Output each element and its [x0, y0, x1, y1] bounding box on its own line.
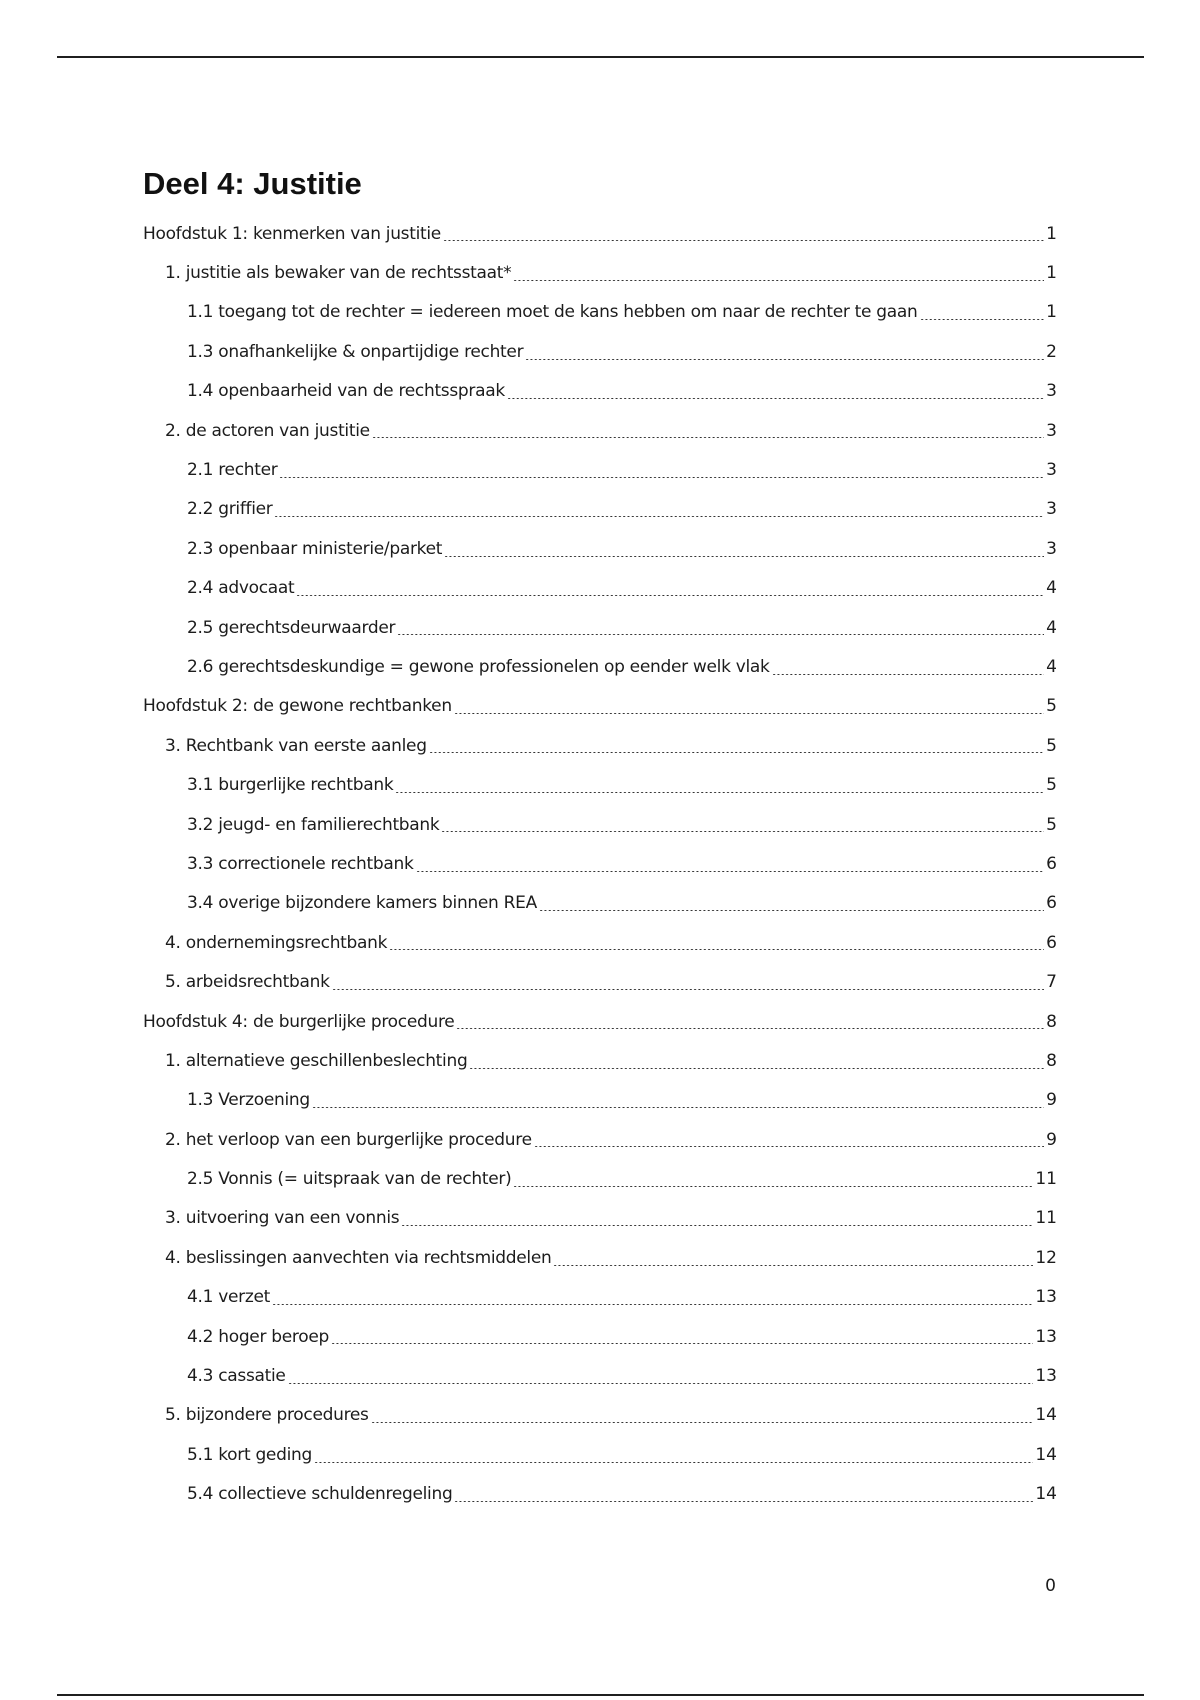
toc-entry-title: 1. alternatieve geschillenbeslechting — [165, 1050, 468, 1071]
toc-entry-page: 1 — [1046, 223, 1057, 244]
page-number: 0 — [1045, 1576, 1056, 1596]
toc-dot-leader — [314, 1462, 1033, 1463]
toc-entry-page: 3 — [1046, 499, 1057, 520]
toc-entry[interactable] — [143, 962, 1057, 1001]
toc-entry-title: 4.2 hoger beroep — [187, 1326, 329, 1347]
toc-entry[interactable] — [143, 687, 1057, 726]
toc-dot-leader — [539, 910, 1044, 911]
toc-entry[interactable] — [143, 1120, 1057, 1159]
toc-dot-leader — [429, 752, 1044, 753]
toc-entry-title: 2.2 griffier — [187, 499, 273, 520]
toc-entry-page: 3 — [1046, 420, 1057, 441]
toc-entry-page: 14 — [1035, 1484, 1057, 1505]
toc-entry-title: 4.1 verzet — [187, 1287, 270, 1308]
toc-entry-page: 13 — [1035, 1287, 1057, 1308]
toc-dot-leader — [553, 1265, 1033, 1266]
toc-entry[interactable] — [143, 214, 1057, 253]
toc-entry[interactable] — [143, 372, 1057, 411]
toc-entry-title: 1.3 Verzoening — [187, 1090, 310, 1111]
toc-entry[interactable] — [143, 450, 1057, 489]
toc-entry[interactable] — [143, 726, 1057, 765]
toc-entry[interactable] — [143, 1041, 1057, 1080]
toc-entry[interactable] — [143, 490, 1057, 529]
toc-entry-title: 1.3 onafhankelijke & onpartijdige rechter — [187, 341, 524, 362]
toc-dot-leader — [443, 240, 1044, 241]
toc-dot-leader — [534, 1146, 1044, 1147]
toc-entry-page: 6 — [1046, 893, 1057, 914]
toc-entry-page: 8 — [1046, 1050, 1057, 1071]
toc-entry-page: 2 — [1046, 341, 1057, 362]
toc-dot-leader — [441, 831, 1044, 832]
header-rule — [57, 56, 1144, 58]
toc-entry-title: 4.3 cassatie — [187, 1366, 286, 1387]
toc-entry-page: 9 — [1046, 1129, 1057, 1150]
toc-dot-leader — [372, 437, 1044, 438]
toc-dot-leader — [507, 398, 1044, 399]
toc-entry-title: 2.3 openbaar ministerie/parket — [187, 538, 443, 559]
toc-dot-leader — [274, 516, 1044, 517]
toc-dot-leader — [331, 1343, 1033, 1344]
toc-entry-title: 4. beslissingen aanvechten via rechtsmiddelen — [165, 1247, 552, 1268]
toc-entry[interactable] — [143, 844, 1057, 883]
toc-dot-leader — [416, 871, 1045, 872]
toc-entry-page: 6 — [1046, 853, 1057, 874]
toc-entry-page: 14 — [1035, 1444, 1057, 1465]
toc-entry-page: 12 — [1035, 1247, 1057, 1268]
toc-dot-leader — [456, 1028, 1044, 1029]
toc-entry-page: 9 — [1046, 1090, 1057, 1111]
toc-entry-title: 1. justitie als bewaker van de rechtsstaat* — [165, 263, 512, 284]
toc-entry-page: 3 — [1046, 460, 1057, 481]
toc-entry-title: 3. uitvoering van een vonnis — [165, 1208, 400, 1229]
toc-entry[interactable] — [143, 805, 1057, 844]
toc-entry-page: 11 — [1035, 1208, 1057, 1229]
toc-entry-title: 3.2 jeugd- en familierechtbank — [187, 814, 440, 835]
toc-entry[interactable] — [143, 1317, 1057, 1356]
toc-dot-leader — [395, 792, 1044, 793]
toc-entry[interactable] — [143, 411, 1057, 450]
toc-entry-page: 3 — [1046, 538, 1057, 559]
toc-entry[interactable] — [143, 569, 1057, 608]
toc-entry-title: 4. ondernemingsrechtbank — [165, 932, 388, 953]
toc-entry[interactable] — [143, 529, 1057, 568]
toc-entry[interactable] — [143, 1159, 1057, 1198]
toc-entry-page: 7 — [1046, 972, 1057, 993]
toc-entry-title: 3.3 correctionele rechtbank — [187, 853, 414, 874]
toc-entry-title: 3. Rechtbank van eerste aanleg — [165, 735, 427, 756]
toc-entry[interactable] — [143, 1238, 1057, 1277]
toc-entry-page: 1 — [1046, 263, 1057, 284]
toc-entry[interactable] — [143, 765, 1057, 804]
toc-entry[interactable] — [143, 647, 1057, 686]
toc-dot-leader — [272, 1304, 1033, 1305]
toc-dot-leader — [454, 713, 1044, 714]
toc-entry-title: 2.6 gerechtsdeskundige = gewone professionelen op eender welk vlak — [187, 656, 770, 677]
toc-entry-title: 5.4 collectieve schuldenregeling — [187, 1484, 453, 1505]
toc-dot-leader — [389, 949, 1044, 950]
toc-entry-title: 2. het verloop van een burgerlijke procedure — [165, 1129, 532, 1150]
toc-entry-page: 4 — [1046, 617, 1057, 638]
toc-dot-leader — [444, 556, 1044, 557]
toc-entry-page: 4 — [1046, 578, 1057, 599]
page-title: Deel 4: Justitie — [143, 166, 362, 201]
toc-dot-leader — [288, 1383, 1034, 1384]
toc-entry-title: 2. de actoren van justitie — [165, 420, 370, 441]
toc-entry-page: 4 — [1046, 656, 1057, 677]
toc-dot-leader — [296, 595, 1044, 596]
toc-entry[interactable] — [143, 1435, 1057, 1474]
toc-entry-page: 5 — [1046, 696, 1057, 717]
toc-dot-leader — [772, 674, 1045, 675]
toc-entry-title: 5.1 kort geding — [187, 1444, 312, 1465]
toc-entry[interactable] — [143, 1475, 1057, 1514]
toc-dot-leader — [469, 1068, 1044, 1069]
toc-entry-page: 5 — [1046, 735, 1057, 756]
toc-entry-title: 5. bijzondere procedures — [165, 1405, 369, 1426]
footer-rule — [57, 1694, 1144, 1696]
toc-dot-leader — [332, 989, 1045, 990]
toc-entry-title: 1.4 openbaarheid van de rechtsspraak — [187, 381, 505, 402]
toc-entry-page: 1 — [1046, 302, 1057, 323]
table-of-contents — [143, 214, 1057, 1514]
toc-entry-title: Hoofdstuk 2: de gewone rechtbanken — [143, 696, 452, 717]
toc-entry-title: Hoofdstuk 1: kenmerken van justitie — [143, 223, 441, 244]
toc-entry[interactable] — [143, 923, 1057, 962]
toc-dot-leader — [279, 477, 1044, 478]
toc-dot-leader — [401, 1225, 1033, 1226]
toc-entry-title: 3.1 burgerlijke rechtbank — [187, 775, 394, 796]
toc-entry[interactable] — [143, 332, 1057, 371]
toc-entry-page: 8 — [1046, 1011, 1057, 1032]
toc-dot-leader — [454, 1501, 1033, 1502]
toc-entry-title: Hoofdstuk 4: de burgerlijke procedure — [143, 1011, 455, 1032]
toc-entry[interactable] — [143, 884, 1057, 923]
toc-entry[interactable] — [143, 1356, 1057, 1395]
toc-entry[interactable] — [143, 1199, 1057, 1238]
toc-entry-title: 3.4 overige bijzondere kamers binnen REA — [187, 893, 537, 914]
toc-entry-page: 5 — [1046, 814, 1057, 835]
toc-entry-title: 2.5 Vonnis (= uitspraak van de rechter) — [187, 1169, 512, 1190]
toc-entry-title: 5. arbeidsrechtbank — [165, 972, 330, 993]
toc-dot-leader — [371, 1422, 1034, 1423]
toc-dot-leader — [513, 1186, 1033, 1187]
toc-entry-title: 2.1 rechter — [187, 460, 278, 481]
toc-entry[interactable] — [143, 1278, 1057, 1317]
toc-dot-leader — [513, 280, 1044, 281]
toc-entry[interactable] — [143, 1081, 1057, 1120]
toc-entry[interactable] — [143, 1002, 1057, 1041]
toc-entry-title: 1.1 toegang tot de rechter = iedereen moet de kans hebben om naar de rechter te gaan — [187, 302, 918, 323]
toc-dot-leader — [312, 1107, 1044, 1108]
toc-entry-page: 6 — [1046, 932, 1057, 953]
toc-entry-page: 13 — [1035, 1366, 1057, 1387]
toc-entry[interactable] — [143, 253, 1057, 292]
toc-entry-page: 11 — [1035, 1169, 1057, 1190]
toc-entry-title: 2.4 advocaat — [187, 578, 295, 599]
toc-dot-leader — [525, 359, 1044, 360]
toc-entry-page: 3 — [1046, 381, 1057, 402]
toc-entry[interactable] — [143, 293, 1057, 332]
toc-entry-page: 14 — [1035, 1405, 1057, 1426]
toc-dot-leader — [397, 634, 1044, 635]
toc-dot-leader — [920, 319, 1045, 320]
toc-entry-page: 5 — [1046, 775, 1057, 796]
toc-entry-title: 2.5 gerechtsdeurwaarder — [187, 617, 396, 638]
toc-entry[interactable] — [143, 608, 1057, 647]
toc-entry[interactable] — [143, 1396, 1057, 1435]
toc-entry-page: 13 — [1035, 1326, 1057, 1347]
